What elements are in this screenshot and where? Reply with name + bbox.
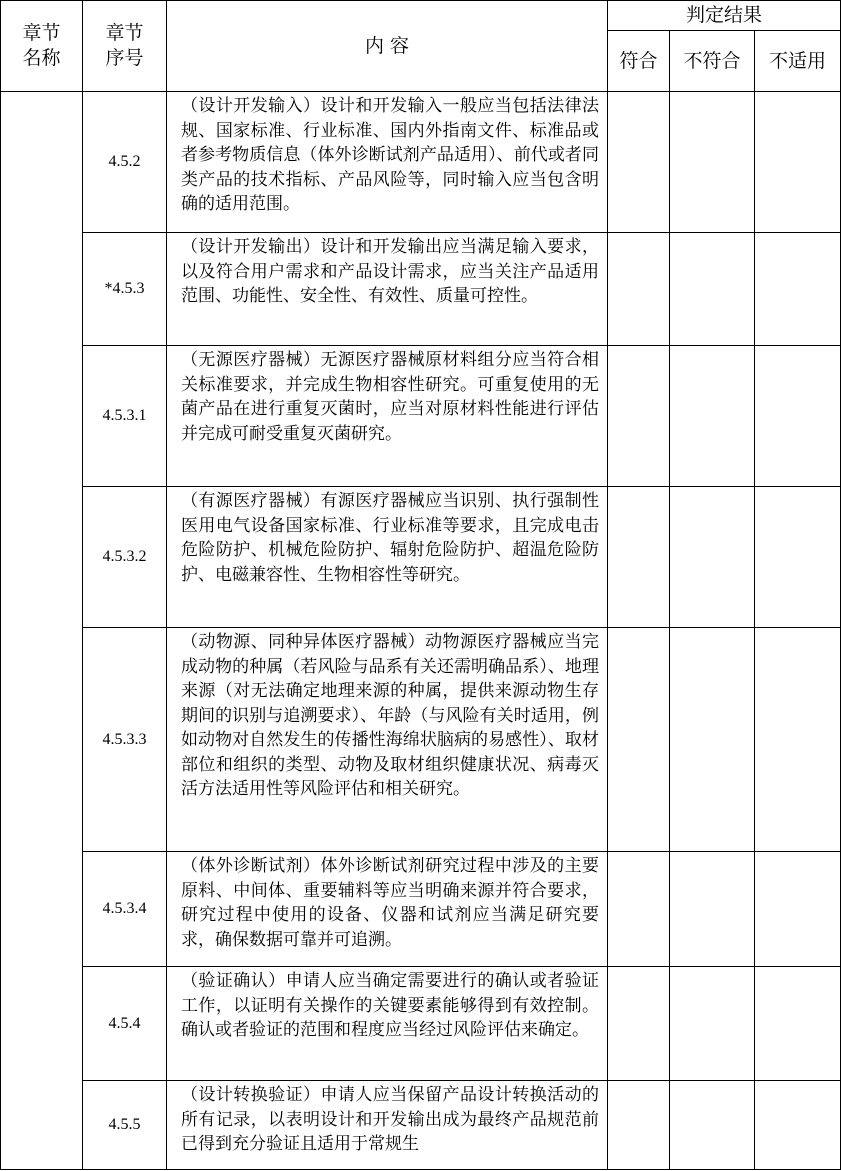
section-number: 4.5.3.4 [83,852,167,967]
not-applicable-cell[interactable] [755,852,841,967]
section-text: （验证确认）申请人应当确定需要进行的确认或者验证工作，以证明有关操作的关键要素能够得到有效控制。确认或者验证的范围和程度应当经过风险评估来确定。 [167,967,608,1081]
conform-cell[interactable] [608,487,670,628]
section-number: 4.5.3.2 [83,487,167,628]
section-number: *4.5.3 [83,233,167,346]
conform-cell[interactable] [608,628,670,852]
conform-cell[interactable] [608,967,670,1081]
nonconform-cell[interactable] [670,967,755,1081]
not-applicable-cell[interactable] [755,487,841,628]
header-nonconform: 不符合 [670,31,755,92]
nonconform-cell[interactable] [670,346,755,487]
conform-cell[interactable] [608,346,670,487]
nonconform-cell[interactable] [670,487,755,628]
not-applicable-cell[interactable] [755,967,841,1081]
header-chapter-no: 章节 序号 [83,1,167,92]
not-applicable-cell[interactable] [755,92,841,233]
table-row [1,233,841,346]
chapter-name-cell [1,92,83,1170]
section-number: 4.5.3.1 [83,346,167,487]
table-row [1,92,841,233]
header-not-applicable: 不适用 [755,31,841,92]
section-text: （设计开发输入）设计和开发输入一般应当包括法律法规、国家标准、行业标准、国内外指南文件、标准品或者参考物质信息（体外诊断试剂产品适用）、前代或者同类产品的技术指标、产品风险等，同时输入应当包含明确的适用范围。 [167,92,608,233]
not-applicable-cell[interactable] [755,1081,841,1170]
table-row [1,346,841,487]
conform-cell[interactable] [608,852,670,967]
header-result-group: 判定结果 [608,1,841,31]
header-content: 内 容 [167,1,608,92]
header-chapter-name: 章节 名称 [1,1,83,92]
section-text: （动物源、同种异体医疗器械）动物源医疗器械应当完成动物的种属（若风险与品系有关还需明确品系）、地理来源（对无法确定地理来源的种属，提供来源动物生存期间的识别与追溯要求）、年龄（与风险有关时适用，例如动物对自然发生的传播性海绵状脑病的易感性）、取材部位和组织的类型、动物及取材组织健康状况、病毒灭活方法适用性等风险评估和相关研究。 [167,628,608,852]
section-text: （设计转换验证）申请人应当保留产品设计转换活动的所有记录，以表明设计和开发输出成为最终产品规范前已得到充分验证且适用于常规生 [167,1081,608,1170]
not-applicable-cell[interactable] [755,628,841,852]
nonconform-cell[interactable] [670,92,755,233]
table-row [1,967,841,1081]
not-applicable-cell[interactable] [755,233,841,346]
not-applicable-cell[interactable] [755,346,841,487]
section-number: 4.5.2 [83,92,167,233]
section-text: （有源医疗器械）有源医疗器械应当识别、执行强制性医用电气设备国家标准、行业标准等要求，且完成电击危险防护、机械危险防护、辐射危险防护、超温危险防护、电磁兼容性、生物相容性等研究。 [167,487,608,628]
section-number: 4.5.5 [83,1081,167,1170]
section-text: （无源医疗器械）无源医疗器械原材料组分应当符合相关标准要求，并完成生物相容性研究。可重复使用的无菌产品在进行重复灭菌时，应当对原材料性能进行评估并完成可耐受重复灭菌研究。 [167,346,608,487]
nonconform-cell[interactable] [670,852,755,967]
conform-cell[interactable] [608,1081,670,1170]
nonconform-cell[interactable] [670,628,755,852]
table-row [1,1081,841,1170]
table-row [1,487,841,628]
nonconform-cell[interactable] [670,233,755,346]
header-conform: 符合 [608,31,670,92]
conform-cell[interactable] [608,233,670,346]
conform-cell[interactable] [608,92,670,233]
table-row [1,852,841,967]
section-number: 4.5.3.3 [83,628,167,852]
section-text: （设计开发输出）设计和开发输出应当满足输入要求，以及符合用户需求和产品设计需求，应当关注产品适用范围、功能性、安全性、有效性、质量可控性。 [167,233,608,346]
nonconform-cell[interactable] [670,1081,755,1170]
section-number: 4.5.4 [83,967,167,1081]
table-row [1,628,841,852]
section-text: （体外诊断试剂）体外诊断试剂研究过程中涉及的主要原料、中间体、重要辅料等应当明确来源并符合要求，研究过程中使用的设备、仪器和试剂应当满足研究要求，确保数据可靠并可追溯。 [167,852,608,967]
